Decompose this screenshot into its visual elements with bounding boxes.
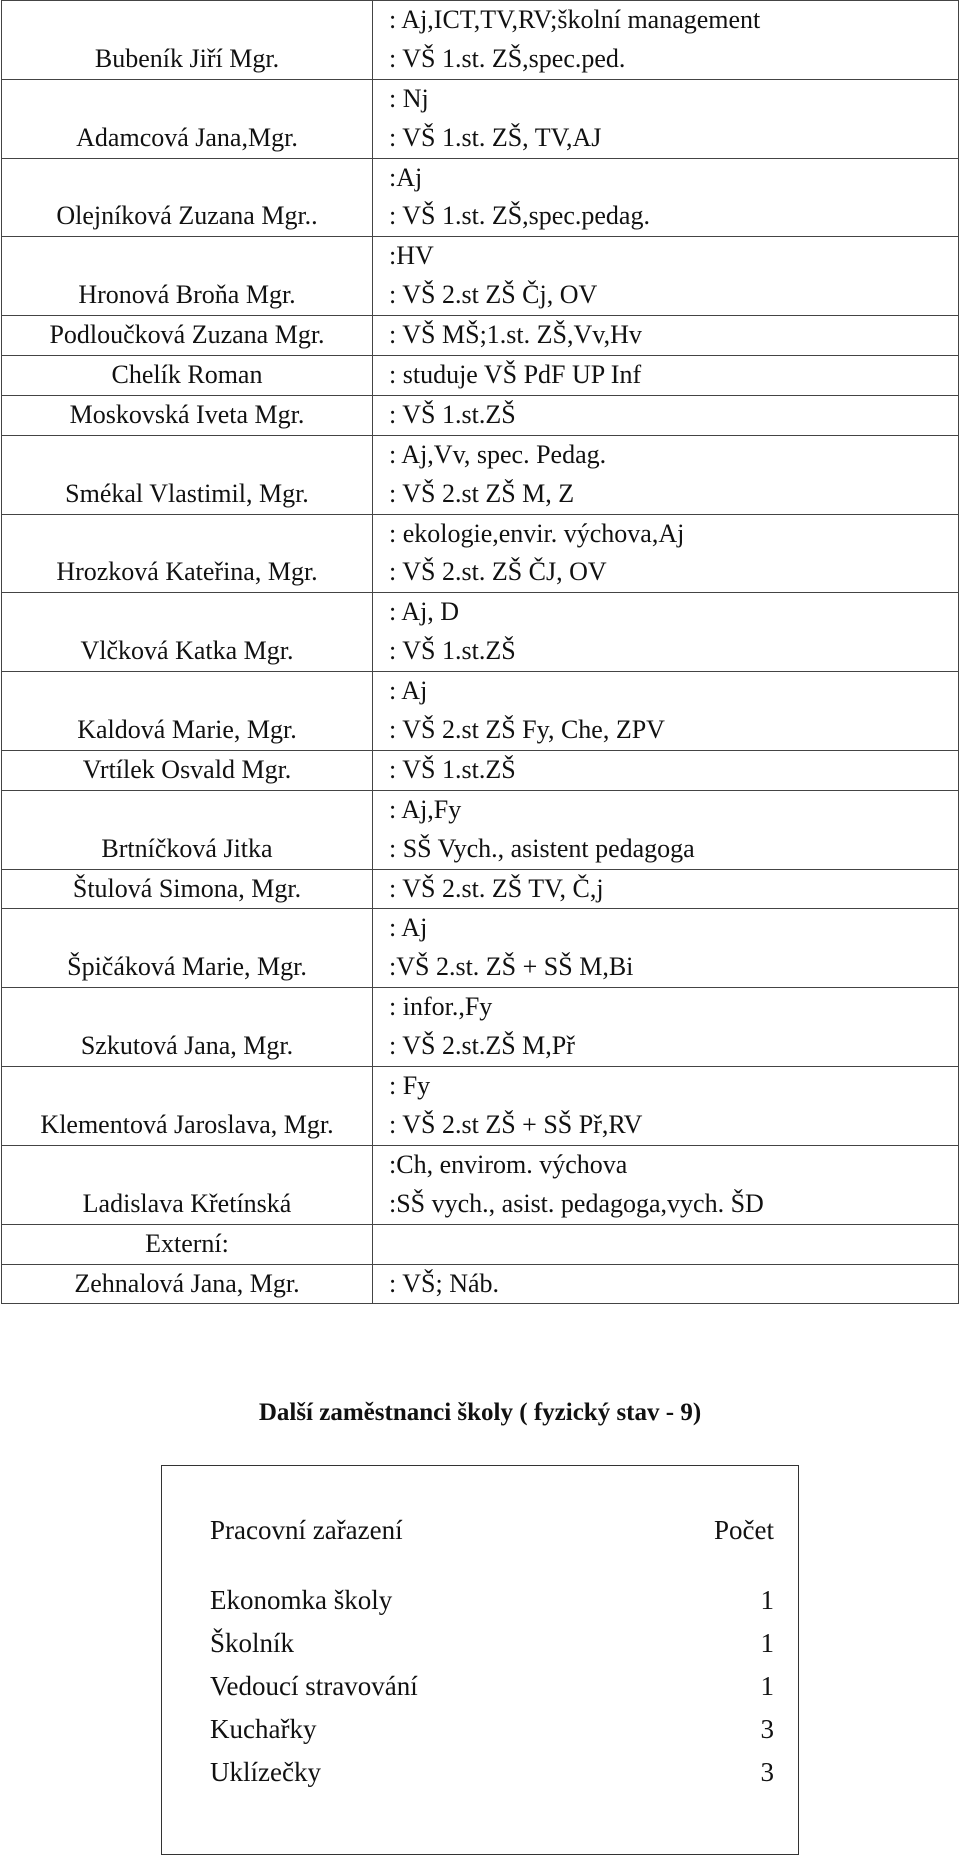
staff-name-cell [2,356,373,396]
staff-name [2,515,372,554]
staff-name: Adamcová Jana,Mgr. [76,122,298,152]
staff-name-cell [2,672,373,751]
staff-qualification-line: : studuje VŠ PdF UP Inf [389,360,642,390]
staff-row [2,1264,959,1304]
staff-row [2,356,959,396]
staff-row [2,79,959,158]
position-count: 1 [760,1585,774,1615]
staff-name-cell [2,1,373,80]
staff-name [2,1067,372,1106]
other-staff-row [210,1578,774,1622]
staff-qualification-cell [373,316,959,356]
staff-qualification-line: : VŠ 1.st. ZŠ, TV,AJ [389,122,602,152]
staff-qualification-cell [373,750,959,790]
staff-name [2,237,372,276]
staff-row [2,395,959,435]
staff-name: Ladislava Křetínská [82,1188,292,1218]
staff-qualification-line: :SŠ vych., asist. pedagoga,vych. ŠD [389,1188,764,1218]
staff-qualification-line: : VŠ 2.st ZŠ Čj, OV [389,280,598,310]
other-staff-row [210,1664,774,1708]
staff-qualification-line [389,1225,958,1264]
staff-qualification-line: : VŠ 1.st.ZŠ [389,399,516,429]
staff-name-cell [2,158,373,237]
position-count: 1 [760,1628,774,1658]
position-label: Uklízečky [210,1757,321,1787]
staff-name-cell [2,593,373,672]
staff-qualification-line: : SŠ Vych., asistent pedagoga [389,833,695,863]
staff-row [2,869,959,909]
staff-name: Chelík Roman [111,360,263,390]
staff-name-cell [2,316,373,356]
staff-name-cell [2,1224,373,1264]
staff-qualification-cell [373,909,959,988]
position-label: Školník [210,1628,295,1658]
position-label: Ekonomka školy [210,1585,393,1615]
staff-name: Zehnalová Jana, Mgr. [74,1268,300,1298]
staff-name [2,1,372,40]
staff-name: Špičáková Marie, Mgr. [67,952,307,982]
staff-row [2,237,959,316]
staff-row [2,1145,959,1224]
staff-row [2,158,959,237]
staff-qualification-cell [373,1264,959,1304]
staff-name-cell [2,514,373,593]
staff-qualification-cell [373,1067,959,1146]
staff-name [2,672,372,711]
other-staff-row [210,1621,774,1665]
position-count: 3 [760,1714,774,1744]
staff-row [2,514,959,593]
staff-name-cell [2,1264,373,1304]
other-staff-row [210,1750,774,1794]
staff-row [2,316,959,356]
staff-row [2,1067,959,1146]
staff-qualification-line: : VŠ 1.st. ZŠ,spec.pedag. [389,201,650,231]
staff-qualification-table [1,0,959,1304]
other-staff-table [161,1465,799,1855]
staff-qualification-cell [373,237,959,316]
staff-qualification-line: : VŠ 1.st.ZŠ [389,754,516,784]
staff-qualification-line: : Aj [389,676,428,706]
staff-qualification-line: : Aj,Fy [389,794,462,824]
staff-name: Olejníková Zuzana Mgr.. [56,201,318,231]
staff-name-cell [2,909,373,988]
staff-qualification-cell [373,790,959,869]
staff-name-cell [2,79,373,158]
staff-qualification-line: : ekologie,envir. výchova,Aj [389,518,685,548]
staff-qualification-line: : Aj,Vv, spec. Pedag. [389,439,607,469]
staff-qualification-cell [373,79,959,158]
staff-qualification-cell [373,593,959,672]
staff-qualification-line: : VŠ MŠ;1.st. ZŠ,Vv,Hv [389,320,642,350]
staff-qualification-line: : Aj, D [389,597,460,627]
staff-row [2,435,959,514]
staff-row [2,1,959,80]
staff-name-cell [2,869,373,909]
position-label: Kuchařky [210,1714,317,1744]
staff-name: Bubeník Jiří Mgr. [94,43,280,73]
staff-qualification-cell [373,988,959,1067]
staff-name [2,1146,372,1185]
staff-name-cell [2,237,373,316]
staff-qualification-line: : VŠ 2.st ZŠ Fy, Che, ZPV [389,715,665,745]
staff-name-cell [2,790,373,869]
staff-name: Moskovská Iveta Mgr. [69,399,305,429]
staff-name [2,988,372,1027]
staff-qualification-line: : VŠ 1.st. ZŠ,spec.ped. [389,43,626,73]
staff-name [2,909,372,948]
staff-name-cell [2,395,373,435]
staff-qualification-line: : Aj [389,913,428,943]
staff-qualification-cell [373,356,959,396]
staff-name [2,593,372,632]
staff-name: Vlčková Katka Mgr. [80,636,294,666]
staff-qualification-line: : VŠ; Náb. [389,1268,500,1298]
staff-name: Smékal Vlastimil, Mgr. [65,478,309,508]
staff-name-cell [2,435,373,514]
staff-row [2,909,959,988]
staff-name-cell [2,1067,373,1146]
staff-name [2,436,372,475]
staff-name-cell [2,1145,373,1224]
staff-name [2,791,372,830]
staff-qualification-line: : VŠ 2.st.ZŠ M,Př [389,1031,575,1061]
staff-qualification-line: : VŠ 2.st. ZŠ ČJ, OV [389,557,607,587]
staff-qualification-line: : infor.,Fy [389,992,493,1022]
count-column-header: Počet [714,1515,774,1545]
staff-name: Brtníčková Jitka [101,833,273,863]
staff-qualification-cell [373,395,959,435]
staff-name [2,159,372,198]
other-staff-title: Další zaměstnanci školy ( fyzický stav - 9) [258,1399,702,1426]
position-column-header: Pracovní zařazení [210,1515,403,1545]
staff-name: Externí: [145,1228,229,1258]
staff-name: Kaldová Marie, Mgr. [77,715,297,745]
staff-qualification-cell [373,869,959,909]
staff-qualification-cell [373,1,959,80]
staff-qualification-line: : VŠ 1.st.ZŠ [389,636,516,666]
staff-qualification-line: :Ch, envirom. výchova [389,1149,628,1179]
staff-name: Hronová Broňa Mgr. [78,280,296,310]
position-count: 1 [760,1671,774,1701]
staff-qualification-cell [373,514,959,593]
staff-qualification-line: : VŠ 2.st ZŠ + SŠ Př,RV [389,1109,643,1139]
position-label: Vedoucí stravování [210,1671,418,1701]
staff-row [2,790,959,869]
other-staff-header-row [210,1508,774,1552]
staff-qualification-line: :VŠ 2.st. ZŠ + SŠ M,Bi [389,952,634,982]
staff-name-cell [2,750,373,790]
staff-name [2,80,372,119]
staff-qualification-line: : Fy [389,1071,431,1101]
staff-row [2,750,959,790]
staff-name: Vrtílek Osvald Mgr. [82,754,292,784]
staff-qualification-line: :HV [389,241,434,271]
staff-qualification-line: : VŠ 2.st ZŠ M, Z [389,478,575,508]
staff-name: Szkutová Jana, Mgr. [80,1031,294,1061]
staff-qualification-line: : VŠ 2.st. ZŠ TV, Č,j [389,873,604,903]
staff-name-cell [2,988,373,1067]
staff-name: Hrozková Kateřina, Mgr. [56,557,318,587]
position-count: 3 [760,1757,774,1787]
staff-qualification-line: : Nj [389,83,429,113]
staff-row [2,593,959,672]
staff-name: Klementová Jaroslava, Mgr. [40,1109,334,1139]
staff-name: Podloučková Zuzana Mgr. [49,320,325,350]
staff-qualification-line: :Aj [389,162,423,192]
staff-qualification-cell [373,1145,959,1224]
staff-qualification-cell [373,435,959,514]
staff-row [2,672,959,751]
staff-row [2,1224,959,1264]
staff-qualification-cell [373,672,959,751]
staff-qualification-cell [373,1224,959,1264]
other-staff-row [210,1707,774,1751]
staff-qualification-cell [373,158,959,237]
staff-name: Štulová Simona, Mgr. [72,873,302,903]
staff-table-body [2,1,959,1304]
staff-row [2,988,959,1067]
staff-qualification-line: : Aj,ICT,TV,RV;školní management [389,5,761,34]
